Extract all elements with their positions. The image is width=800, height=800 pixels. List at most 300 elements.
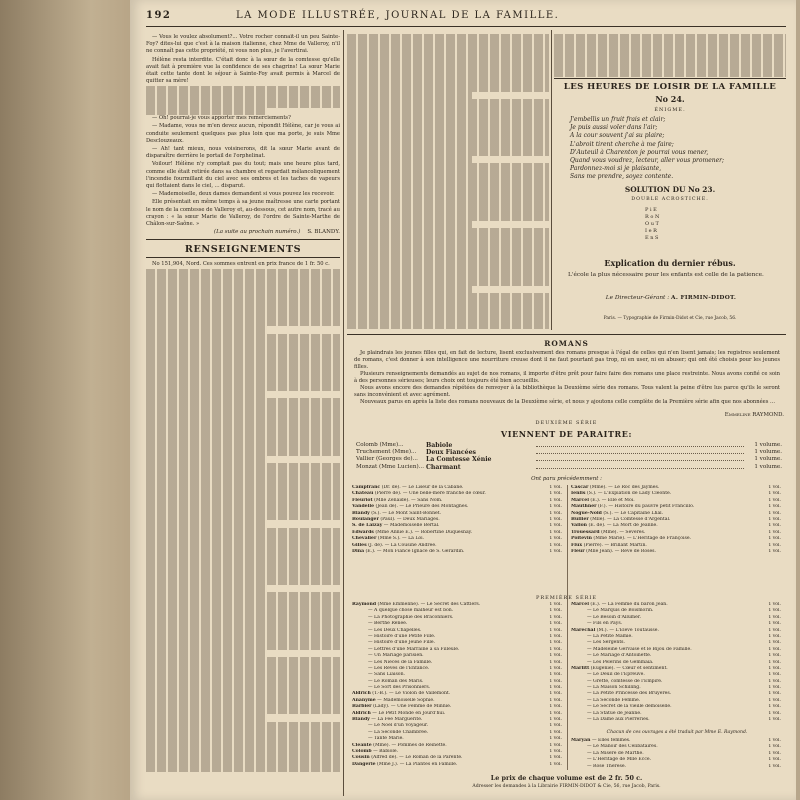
book-author: Marcel [571,497,589,503]
text-line [146,334,340,341]
book-volume: 1 vol. [549,710,562,716]
book-volume: 1 vol. [768,536,781,542]
book-author: Truchement (Mme)... [356,449,417,456]
new-book-row [356,456,782,463]
renseignements-title: RENSEIGNEMENTS [184,244,302,256]
romans-title: ROMANS [544,339,589,348]
book-description: — Le Secret de la vieille demoiselle. [587,704,672,710]
book-volume: 1 volume. [754,442,782,448]
book-description: (Pierre de). — Une belle-mère franche de cœur. [374,491,486,497]
book-description: — Grette, comtesse de l'Empire. [587,678,663,684]
text-line [146,398,340,405]
book-volume: 1 vol. [549,516,562,522]
romans-paragraph: Plusieurs renseignements demandés au sujet de nos romans, il importe d'être prêt pour faire faire des romans une place restreinte. Nous avons confié ce soin à des personnes sérieuses; leurs choix ont toujours été bien accueillis. [354,371,780,384]
text-line [146,86,340,93]
book-volume: 1 vol. [549,717,562,723]
book-volume: 1 vol. [549,653,562,659]
book-volume: 1 vol. [768,542,781,548]
book-description: — Le Deuil de l'Épreuve. [587,672,645,678]
book-volume: 1 vol. [549,542,562,548]
acrostic-row: I e R [645,228,657,234]
book-description: (F.). — Histoire du pauvre petit Francillo. [598,504,695,510]
book-description: (Mme). — Le Roc des Jaymes. [589,485,660,490]
book-author: Fleuriot [352,497,373,503]
book-description: (Mme J.). — La Plantes en Famille. [377,761,458,767]
book-description: (Dr. de). — Le Liseur de la Cabane. [381,485,464,490]
text-line [347,307,549,314]
text-line [146,528,340,535]
book-description: (Mme S.). — La Loi. [377,536,425,542]
text-line [347,113,549,120]
book-list-row [352,762,562,768]
book-author: Blandy [352,510,370,516]
text-line [347,199,549,206]
book-list-row [571,764,781,770]
book-description: (Mme Emmeline). — Le Secret des Cattlers. [377,602,481,607]
poem-line: Quand vous voudrez, lecteur, aller vous promener; [570,157,725,165]
book-description: (Alfred de). — Le Roman de la Parenté. [371,755,463,761]
book-description: — Histoire d'une Jeune Fille. [368,640,436,646]
text-line [146,108,266,115]
book-description: — La Petite Mamie. [587,633,633,639]
book-volume: 1 vol. [549,697,562,703]
text-line [146,736,340,743]
book-volume: 1 vol. [768,738,781,743]
book-author: Raymond [352,602,377,607]
text-line [347,142,549,149]
text-line [347,178,549,185]
book-description: — Les Deux Chapelles. [368,627,422,633]
text-line [146,729,340,736]
book-description: (Mlle). — La Comtesse d'Argental. [590,516,671,522]
book-description: (Mme Annie E.). — Robertine Duquesnay. [375,529,473,535]
text-line [554,70,786,77]
text-line [146,477,340,484]
book-description: (S.). — L'Expiation de Lady Cléonte. [586,491,672,497]
book-volume: 1 volume. [754,449,782,456]
book-volume: 1 vol. [768,678,781,684]
book-description: — Le Mariage d'Antoinette. [587,653,652,659]
section-rule [347,334,786,335]
book-volume: 1 vol. [549,761,562,767]
text-line [146,348,340,355]
text-line [347,185,549,192]
book-volume: 1 vol. [549,529,562,535]
book-description: — La Statue de Jeanne. [587,710,642,716]
text-line [146,758,340,765]
text-line [146,607,340,614]
book-volume: 1 vol. [768,523,781,529]
book-volume: 1 vol. [549,704,562,710]
book-volume: 1 vol. [768,497,781,503]
text-line [146,686,340,693]
book-volume: 1 vol. [549,621,562,627]
book-description: (Lady). — Une Femme de Minnie. [373,704,452,710]
enigme-label: ÉNIGME. [654,107,686,113]
poem-line: L'abroit tirent cherche à me faire; [570,140,674,148]
book-author: Cléante [352,742,372,748]
text-line [146,470,340,477]
book-volume: 1 vol. [768,548,781,554]
text-line [347,271,549,278]
book-volume: 1 vol. [549,665,562,671]
text-line [347,214,549,221]
book-author: S. de Laizay [352,523,383,529]
text-line [146,599,340,606]
page-header [146,10,786,26]
text-line [146,369,340,376]
text-line [146,413,340,420]
book-author: Colomb [352,748,372,754]
book-author: Poitevin [571,536,592,542]
book-description: (E.). — Elle et Moi. [590,497,635,503]
book-list-premiere-right-bottom [571,738,781,770]
book-volume: 1 vol. [549,659,562,665]
director-name: A. FIRMIN-DIDOT. [671,295,737,301]
text-line [146,535,340,542]
book-description: — Le Manoir des Célibataires. [587,744,658,750]
book-description: — Fils en Pays. [587,621,623,627]
text-line [146,269,340,276]
book-author: Blandy [352,717,370,723]
text-line [347,264,549,271]
story-paragraph: Elle présentait en même temps à sa jeune maîtresse une carte portant le nom de la comtesse de Valleroy et, au-dessous, cet autre nom, tracé au crayon : « la sœur Marie de Valleroy, de l'ordre de Sainte-Marthe de Châlon-sur-Saône. » [146,199,340,228]
text-line [146,420,340,427]
leader-dots [536,446,744,447]
column-divider [567,485,568,770]
book-volume: 1 vol. [549,691,562,697]
text-line [146,556,340,563]
story-column [146,34,340,772]
book-author: Chevalier [352,536,377,542]
book-description: (Mlle Zénaïde). — Sans Nom. [374,497,443,503]
new-book-row [356,442,782,449]
poem-line: J'embellis un fruit frais et clair; [570,116,666,123]
book-volume: 1 vol. [768,621,781,627]
text-line [146,391,266,398]
text-line [146,427,340,434]
journal-page [130,0,796,800]
book-description: (Mme Marie). — L'Héritage de Françoise. [593,536,691,542]
book-author: Dina [352,548,365,554]
book-volume: 1 vol. [768,653,781,659]
text-line [146,700,340,707]
book-description: — Berthe Renée. [368,621,408,627]
text-line [146,341,340,348]
book-volume: 1 vol. [549,510,562,516]
book-author: Aldrich [352,710,371,716]
text-line [347,84,549,91]
text-line [347,149,549,156]
text-line [146,298,340,305]
book-description: (Jean de). — Le Prieuré des Montagnes. [375,504,469,510]
book-volume: 1 vol. [768,710,781,716]
text-line [347,192,549,199]
story-paragraph: Hélène resta interdite. C'était donc à la sœur de la comtesse qu'elle avait fait à première vue la confidence de ses chagrins! La sœur Marie était cette tante dont le séjour à Sainte-Foy avait permis à Marcel de quitter sa mère! [146,56,340,85]
text-line [347,99,549,106]
book-author: Vallon [571,523,588,529]
text-line [146,714,266,721]
book-description: — Tante Marie. [368,736,404,742]
book-volume: 1 vol. [768,529,781,535]
rebus-title: Explication du dernier rébus. [604,258,736,268]
director-label: Le Directeur-Gérant : [605,295,670,301]
book-volume: 1 vol. [768,640,781,646]
solution-title: SOLUTION DU No 23. [624,185,716,194]
book-volume: 1 vol. [549,523,562,529]
text-line [347,322,549,329]
story-paragraph: — Mademoiselle, deux dames demandent si vous pouvez les recevoir. [152,191,335,198]
text-line [146,319,340,326]
book-volume: 1 vol. [768,614,781,620]
text-line [146,405,340,412]
book-description: (Mme). — Sévères. [601,529,646,535]
text-line [347,135,549,142]
book-description: (Mme). — Pommes de Reinette. [373,742,447,748]
text-line [146,484,340,491]
text-line [347,41,549,48]
story-paragraph: — Ah! tant mieux, nous voisinerons, dit la sœur Marie avant de disparaître derrière le portail de l'orphelinat. [146,145,340,160]
new-book-row [356,464,782,471]
text-line [146,635,340,642]
book-description: — La Petite Princesse des Bruyères. [587,691,672,697]
poem-line: A la cour souvent j'ai su plaire; [570,132,665,140]
renseignements-text [146,269,340,772]
book-author: Chateau [352,491,374,497]
acrostic-row: R o N [645,214,660,220]
text-line [347,278,549,285]
book-volume: 1 vol. [768,608,781,614]
text-line [146,312,340,319]
book-volume: 1 vol. [768,665,781,671]
text-line [146,750,340,757]
book-volume: 1 vol. [768,510,781,516]
text-line [146,549,340,556]
price-line: Le prix de chaque volume est de 2 fr. 50 c. [490,774,643,782]
text-line [146,707,340,714]
book-description: (M.). — L'Élève Toutaussé. [596,627,659,633]
text-line [146,101,340,108]
book-description: (T.-B.). — Le Violon de Vallemont. [372,691,451,697]
book-volume: 1 vol. [768,646,781,652]
book-volume: 1 vol. [549,602,562,607]
book-volume: 1 vol. [768,691,781,697]
book-volume: 1 vol. [768,659,781,665]
text-line [347,293,549,300]
book-author: Ienlis [571,491,586,497]
acrostic-row: P i E [645,207,657,213]
text-line [146,384,340,391]
book-author: Dangerle [352,761,376,767]
book-volume: 1 vol. [549,497,562,503]
book-volume: 1 vol. [768,757,781,763]
book-author: Maryan [571,738,591,743]
text-line [146,449,340,456]
book-title: Charmant [426,463,461,471]
text-line [347,120,549,127]
book-description: — Mademoiselle Bertal. [383,523,440,529]
book-author: Monzat (Mme Lucien)... [356,463,424,470]
text-line [554,63,786,70]
book-description: — La Photographie des Braconniers. [368,614,454,620]
text-line [146,513,340,520]
book-volume: 1 vol. [549,485,562,490]
text-line [146,693,340,700]
book-description: — La Seconde Femme. [587,697,641,703]
text-line [146,621,340,628]
story-paragraph: — Oh! pourrai-je vous apporter mes remerciements? [152,115,291,122]
rebus-explanation: L'école la plus nécessaire pour les enfants est celle de la patience. [568,272,764,278]
middle-column [347,34,549,331]
text-line [146,628,340,635]
book-volume: 1 vol. [549,491,562,497]
text-line [347,314,549,321]
book-description: — Babiole. [373,748,399,754]
text-line [146,542,340,549]
book-author: Cascar [571,485,589,490]
text-line [146,643,340,650]
book-description: — La Misère de Marthe. [587,750,644,756]
text-line [347,300,549,307]
book-author: Bullier [571,516,589,522]
text-line [146,434,340,441]
viennent-title: VIENNENT DE PARAITRE: [500,429,633,439]
text-line [554,56,786,63]
book-volume: 1 volume. [754,456,782,463]
book-description: (Paul). — Deux Mariages. [380,516,440,522]
book-description: (S.). — Le Capitaine Lhal. [603,510,664,516]
book-volume: 1 vol. [768,685,781,691]
text-line [146,362,340,369]
text-line [347,286,472,293]
book-volume: 1 vol. [768,697,781,703]
book-description: (E.). — La Femme du baron Jean. [590,602,668,607]
text-line [347,235,549,242]
new-books-list [356,442,782,471]
book-author: Nogue-Nold [571,510,602,516]
renseignement-intro: No 151,904, Nord. Ces sommes entrent en prix france de 1 fr. 50 c. [152,260,330,267]
author-name: S. BLANDY. [307,229,340,236]
column-divider [551,30,552,330]
book-author: Gilles [352,542,367,548]
book-description: — Le Besoin d'Allumer. [587,614,642,620]
book-volume: 1 vol. [549,646,562,652]
text-line [347,48,549,55]
book-description: — Les Nièces de la Famille. [368,659,433,665]
book-author: Fleur [571,548,585,554]
book-author: Edwards [352,529,374,535]
book-list-row [571,549,781,555]
book-description: — La Fée Marguerite. [371,717,423,723]
poem-line: Sans me prendre, soyez contente. [570,173,674,181]
book-description: — Histoire d'une Petite Fille. [368,633,436,639]
book-description: (E. de). — La Mort de Jeanne. [588,523,658,529]
text-line [146,326,266,333]
deuxieme-serie-label: DEUXIÈME SÉRIE [535,420,598,426]
book-author: Boulanger [352,516,379,522]
right-column-top [554,34,786,80]
book-description: (J. de). — La Cousine Andrée. [368,542,437,548]
column-divider [343,30,344,796]
book-author: Campfranc [352,485,381,490]
text-line [347,163,549,170]
text-line [347,221,472,228]
text-line [347,92,472,99]
book-spine [0,0,130,800]
book-list-premiere-right [571,602,781,723]
book-description: (S.). — Le Mont Saint-Bonnet. [371,510,442,516]
book-author: Barbier [352,704,372,710]
leader-dots [536,460,744,461]
romans-signature: Emmeline RAYMOND. [724,412,784,418]
book-volume: 1 vol. [768,750,781,756]
printer-line: Paris. — Typographie de Firmin-Didot et Cie, rue Jacob, 56. [603,316,737,321]
book-volume: 1 vol. [549,548,562,554]
poem-line: Pardonnez-moi si je plaisante, [570,165,662,173]
text-line [146,743,340,750]
book-author: Ananyme [352,697,376,703]
book-volume: 1 vol. [549,736,562,742]
section-rule [146,257,340,258]
book-description: — Le Marquis de Boismorin. [587,608,654,614]
book-description: — Madeleine Gervaise et le Bijou de Famille. [587,646,692,652]
loisir-title: LES HEURES DE LOISIR DE LA FAMILLE [563,82,777,92]
text-line [146,614,340,621]
text-line [146,657,340,664]
book-list-premiere-left [352,602,562,768]
text-line [347,34,549,41]
acrostic-row: E n S [645,235,659,241]
text-line [146,283,340,290]
page-number: 192 [146,10,172,21]
leader-dots [536,453,744,454]
book-volume: 1 vol. [768,763,781,769]
book-author: Marcel [571,602,589,607]
poem-line: D'Auteuil à Charenton je pourrai vous mener, [570,148,709,156]
book-title: La Comtesse Xénie [426,456,492,464]
loisir-number: No 24. [655,94,685,104]
text-line [347,63,549,70]
book-volume: 1 vol. [768,672,781,678]
book-volume: 1 vol. [549,755,562,761]
text-line [347,70,549,77]
text-line [146,506,340,513]
parus-label: Ont paru précédemment : [531,476,602,482]
book-volume: 1 vol. [549,729,562,735]
text-line [146,571,340,578]
book-description: (E.). — Mon Fiancé Ignace de S. Gerardin. [365,548,465,554]
romans-intro [354,350,780,406]
header-rule [146,26,786,27]
book-volume: 1 vol. [768,704,781,710]
book-description: — Rose Thérèse. [587,763,627,769]
text-line [554,48,786,55]
text-line [146,377,340,384]
book-list-deuxieme-right [571,485,781,555]
text-line [347,77,549,84]
acrostic-grid [645,207,695,242]
text-line [146,564,340,571]
book-author: Trouessard [571,529,600,535]
text-line [146,592,340,599]
text-line [146,578,340,585]
book-description: — Le Sort des Prisonniers. [368,685,431,691]
book-author: Cousin [352,755,370,761]
text-line [554,41,786,48]
text-line [347,257,549,264]
solution-subtitle: DOUBLE ACROSTICHE. [631,197,709,202]
book-volume: 1 vol. [768,633,781,639]
